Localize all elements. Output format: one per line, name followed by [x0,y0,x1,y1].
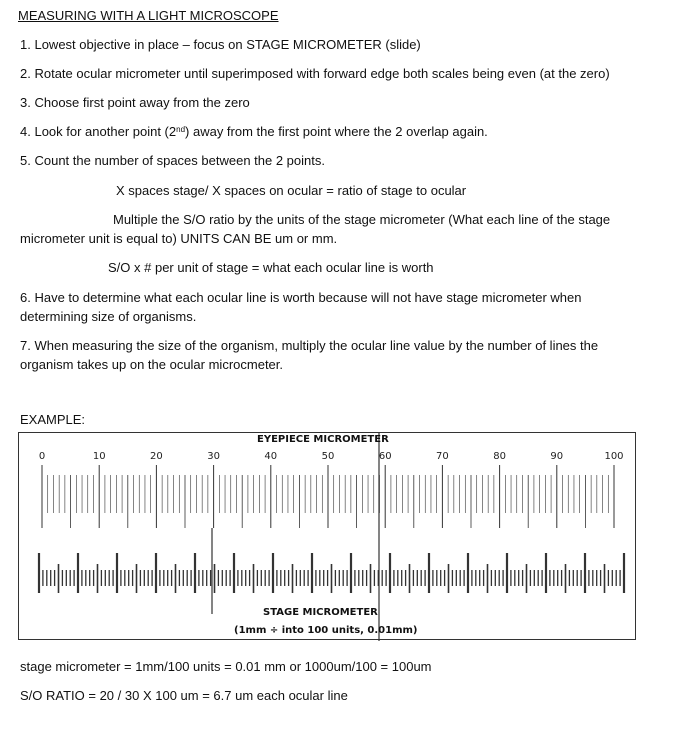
formula-ocular-worth: S/O x # per unit of stage = what each ocular line is worth [108,260,434,275]
step-number: 4. [20,124,31,139]
page-title: MEASURING WITH A LIGHT MICROSCOPE [18,8,279,23]
step-3 [20,95,250,111]
ocular-tick-label: 100 [604,451,624,462]
step-7 [20,336,640,374]
ocular-tick-label: 60 [378,451,392,462]
ocular-tick-label: 40 [264,451,278,462]
step-text: Lowest objective in place – focus on STAGE MICROMETER (slide) [34,37,421,52]
formula-multiply-line2: micrometer unit is equal to) UNITS CAN BE um or mm. [20,231,338,246]
ocular-tick-label: 10 [92,451,106,462]
ocular-tick-label: 30 [207,451,220,462]
step-number: 3. [20,95,31,110]
step-4 [20,124,488,140]
ocular-tick-label: 0 [38,451,46,462]
step-number: 5. [20,153,31,168]
step-number: 6. [20,290,31,305]
superscript: nd [176,125,186,134]
result-stage-micrometer: stage micrometer = 1mm/100 units = 0.01 mm or 1000um/100 = 100um [20,659,432,674]
step-number: 2. [20,66,31,81]
step-text: When measuring the size of the organism, multiply the ocular line value by the number of lines the organism takes up on the ocular microcmeter. [20,338,599,372]
step-number: 1. [20,37,31,52]
ocular-tick-label: 80 [493,451,506,462]
step-number: 7. [20,338,31,353]
step-text-after: ) away from the first point where the 2 overlap again. [185,124,488,139]
ocular-tick-label: 50 [321,451,335,462]
step-text-before: Look for another point (2 [34,124,177,139]
result-so-ratio: S/O RATIO = 20 / 30 X 100 um = 6.7 um each ocular line [20,688,348,703]
stage-micrometer-sublabel: (1mm ÷ into 100 units, 0.01mm) [234,625,418,636]
step-5 [20,153,325,169]
ocular-tick-label: 90 [550,451,564,462]
formula-ratio: X spaces stage/ X spaces on ocular = ratio of stage to ocular [116,183,467,198]
eyepiece-micrometer-label: EYEPIECE MICROMETER [257,434,389,445]
example-label: EXAMPLE: [20,412,86,427]
step-1 [20,37,421,53]
ocular-tick-label: 70 [436,451,449,462]
step-6 [20,288,640,326]
step-text: Choose first point away from the zero [34,95,250,110]
ocular-tick-label: 20 [150,451,163,462]
step-text: Rotate ocular micrometer until superimposed with forward edge both scales being even (at the zero) [34,66,610,81]
step-text: Count the number of spaces between the 2 points. [34,153,325,168]
micrometer-diagram [18,432,636,640]
formula-multiply-line1: Multiple the S/O ratio by the units of the stage micrometer (What each line of the stage [113,212,611,227]
step-text: Have to determine what each ocular line is worth because will not have stage micrometer when determining size of organisms. [20,290,582,324]
stage-micrometer-label: STAGE MICROMETER [263,607,378,618]
step-2 [20,66,610,82]
